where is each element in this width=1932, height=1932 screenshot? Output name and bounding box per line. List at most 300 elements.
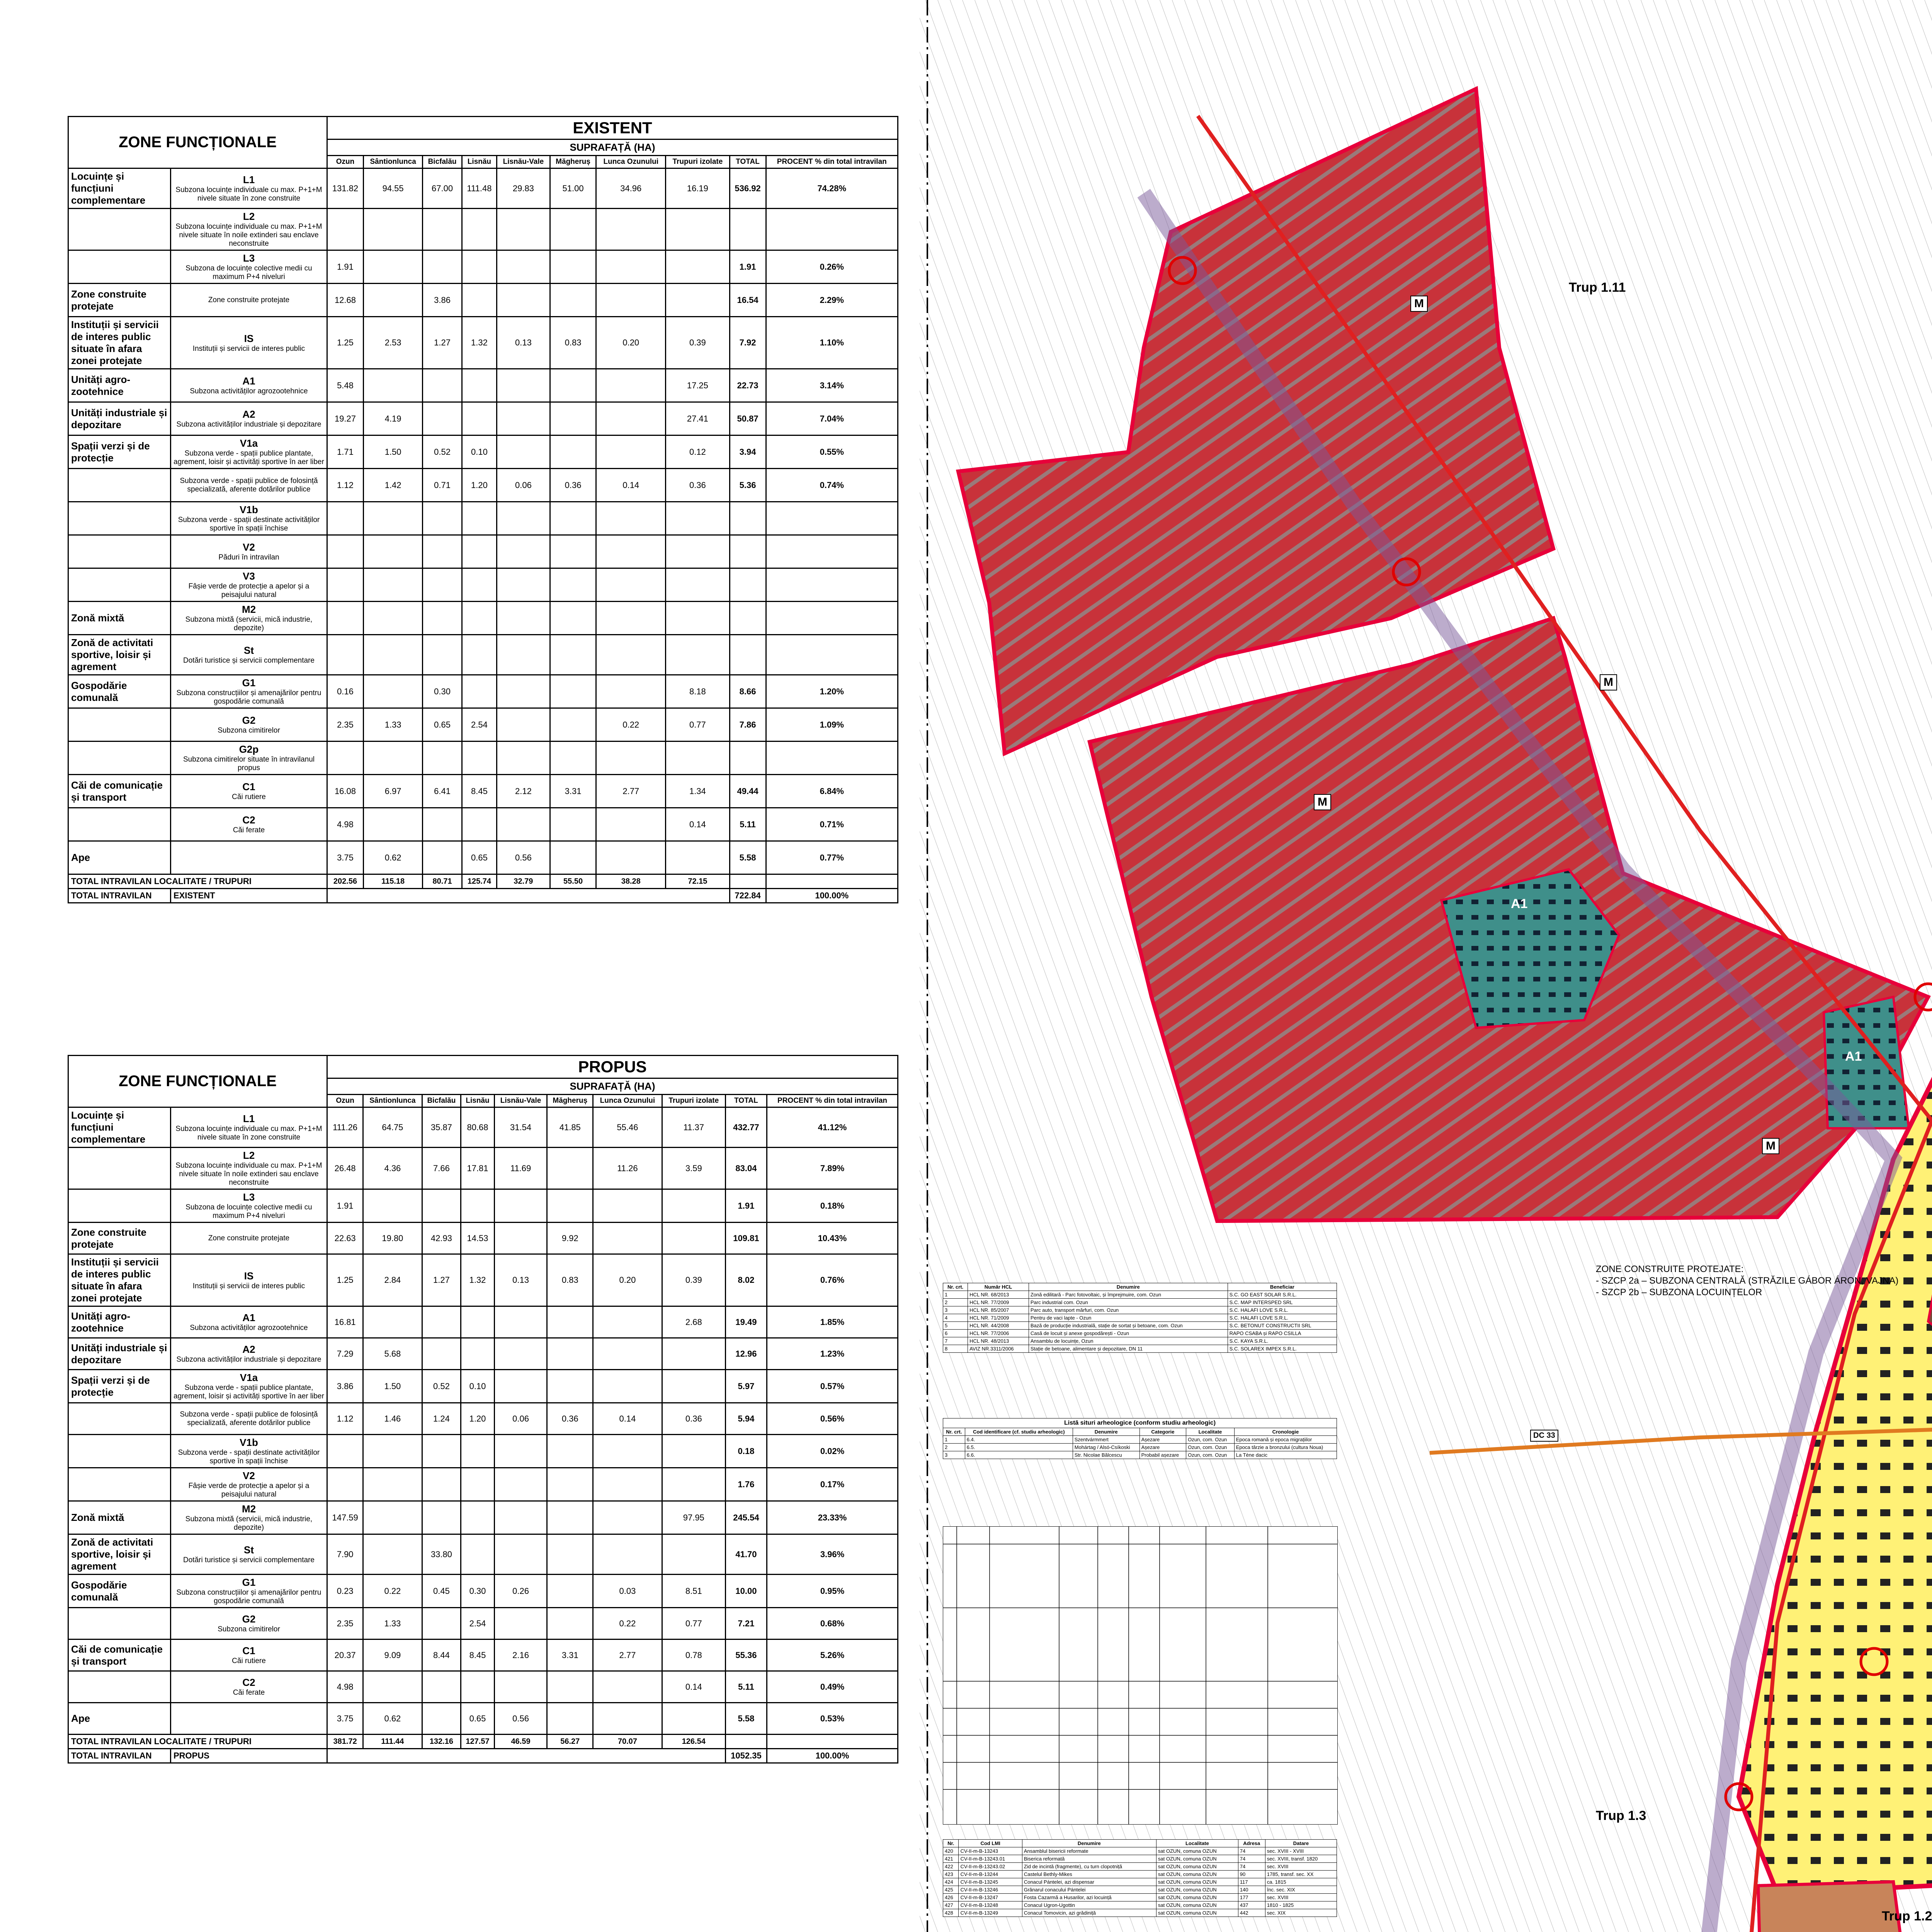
cell-value: 67.00 <box>423 168 462 209</box>
cell-value: 0.74% <box>766 469 898 502</box>
cell-value: 7.86 <box>730 708 766 742</box>
cell-value: 1.10% <box>766 317 898 369</box>
cell-value <box>593 1501 662 1534</box>
cell-value <box>327 1435 363 1468</box>
cell-value <box>461 1306 494 1338</box>
cell-value <box>363 808 422 841</box>
cell-value <box>494 1189 547 1223</box>
cell-value <box>550 708 596 742</box>
cell-value: 2.12 <box>497 775 550 808</box>
cell-value <box>494 1501 547 1534</box>
cell-value <box>363 250 422 284</box>
cell: RAPO CSABA și RAPO CSILLA <box>1228 1330 1337 1337</box>
zone-name: Locuințe și funcțiuni complementare <box>68 1107 171 1148</box>
cell-value <box>596 250 666 284</box>
cell-value <box>497 742 550 775</box>
cell: Ozun, com. Ozun <box>1186 1436 1235 1444</box>
zone-name <box>68 808 171 841</box>
cell: CV-II-m-B-13244 <box>959 1871 1022 1878</box>
col-header: Bicfalău <box>423 156 462 168</box>
table-row <box>68 502 898 535</box>
cell-value <box>730 502 766 535</box>
col-zone-header: ZONE FUNCȚIONALE <box>68 1056 327 1107</box>
cell-value <box>363 502 422 535</box>
table-row <box>68 535 898 568</box>
cell-value <box>497 502 550 535</box>
cell-value: 16.19 <box>666 168 730 209</box>
cell-value: 0.13 <box>497 317 550 369</box>
zone-name <box>68 1403 171 1435</box>
cell-value <box>461 1189 494 1223</box>
cell: Castelul Bethly-Mikes <box>1022 1871 1156 1878</box>
zone-name: Ape <box>68 1703 171 1735</box>
cell-value <box>363 742 422 775</box>
total-value: 132.16 <box>422 1735 461 1749</box>
cell-value: 1.25 <box>327 317 364 369</box>
cell-value <box>666 535 730 568</box>
cell-value: 0.83 <box>550 317 596 369</box>
cell-value: 0.26% <box>766 250 898 284</box>
col-header: Bicfalău <box>422 1095 461 1107</box>
cell-value: 1.20 <box>461 1403 494 1435</box>
cell-value <box>462 742 497 775</box>
cell-value <box>662 1189 725 1223</box>
zone-name: Instituții și servicii de interes public situate în afara zonei protejate <box>68 1254 171 1306</box>
table-row <box>68 168 898 209</box>
cell-value: 1.09% <box>766 708 898 742</box>
cell: sat OZUN, comuna OZUN <box>1156 1863 1238 1871</box>
total-value <box>730 874 766 889</box>
cell-value <box>550 402 596 435</box>
table-row <box>68 209 898 250</box>
zone-desc: Subzona verde - spații publice de folosință specializată, aferente dotărilor publice <box>180 1410 318 1427</box>
cell-value <box>550 535 596 568</box>
total-value <box>766 874 898 889</box>
cell-value <box>422 1671 461 1703</box>
cell: ca. 1815 <box>1265 1878 1337 1886</box>
cell-value <box>596 284 666 317</box>
zone-desc: Subzona activităților industriale și depozitare <box>176 1355 321 1364</box>
cell-value <box>596 502 666 535</box>
cell-value <box>462 502 497 535</box>
cell-value: 0.14 <box>666 808 730 841</box>
cell-value: 7.04% <box>766 402 898 435</box>
cell-value <box>666 502 730 535</box>
cell-value <box>461 1338 494 1370</box>
cell-value: 7.66 <box>422 1148 461 1189</box>
cell-value <box>497 535 550 568</box>
zone-code: M2 <box>242 1503 256 1515</box>
cell-value <box>494 1534 547 1575</box>
table-row <box>68 1501 898 1534</box>
zone-code: G2p <box>239 743 259 755</box>
lmi-table <box>943 1839 1337 1917</box>
zone-sub <box>171 1403 327 1435</box>
cell-value <box>596 635 666 675</box>
cell: sec. XVIII, transf. 1820 <box>1265 1855 1337 1863</box>
table-row <box>68 1468 898 1501</box>
cell-value <box>461 1534 494 1575</box>
cell-value <box>550 635 596 675</box>
cell-value <box>422 1608 461 1639</box>
cell-value: 1.91 <box>730 250 766 284</box>
cell-value <box>547 1703 593 1735</box>
zone-name <box>68 502 171 535</box>
cell-value: 2.35 <box>327 1608 363 1639</box>
cell: CV-II-m-B-13246 <box>959 1886 1022 1894</box>
zone-name: Instituții și servicii de interes public situate în afara zonei protejate <box>68 317 171 369</box>
cell-value: 1.23% <box>767 1338 898 1370</box>
cell-value: 8.45 <box>461 1639 494 1671</box>
zone-code: L3 <box>243 252 255 264</box>
cell-value: 0.83 <box>547 1254 593 1306</box>
table-row <box>68 435 898 469</box>
cell-value <box>547 1148 593 1189</box>
cell-value: 111.48 <box>462 168 497 209</box>
col-header: Beneficiar <box>1228 1283 1337 1291</box>
table-row <box>68 1338 898 1370</box>
table-row <box>68 742 898 775</box>
grand-total-spacer <box>327 889 730 903</box>
cell-value <box>494 1435 547 1468</box>
zone-sub <box>171 675 327 708</box>
cell-value: 4.98 <box>327 808 364 841</box>
cell-value <box>662 1534 725 1575</box>
cell-value: 14.53 <box>461 1223 494 1254</box>
table-row <box>68 250 898 284</box>
zone-desc: Subzona locuințe individuale cu max. P+1+M nivele situate în noile extinderi sau enclave neconstruite <box>175 1162 322 1187</box>
grand-total-pct: 100.00% <box>767 1749 898 1763</box>
cell-value: 11.69 <box>494 1148 547 1189</box>
zone-desc: Păduri în intravilan <box>218 553 279 561</box>
cell-value <box>766 535 898 568</box>
zone-desc: Subzona locuințe individuale cu max. P+1+M nivele situate în noile extinderi sau enclave neconstruite <box>175 223 322 248</box>
cell-value <box>363 284 422 317</box>
cell: 428 <box>943 1909 959 1917</box>
zone-code: V1b <box>240 504 258 515</box>
zone-desc: Subzona cimitirelor situate în intravilanul propus <box>183 755 315 772</box>
zone-sub <box>171 1501 327 1534</box>
grand-total-group: EXISTENT <box>171 889 327 903</box>
zone-sub <box>171 1370 327 1403</box>
map-code-m-4: M <box>1762 1138 1779 1154</box>
cell: HCL NR. 85/2007 <box>968 1306 1029 1314</box>
cell-value: 2.29% <box>766 284 898 317</box>
cell-value: 2.16 <box>494 1639 547 1671</box>
cell-value <box>593 1189 662 1223</box>
cell-value: 4.98 <box>327 1671 363 1703</box>
grand-total-value: 1052.35 <box>725 1749 767 1763</box>
zone-sub <box>171 502 327 535</box>
table-row <box>68 1370 898 1403</box>
zone-desc: Subzona verde - spații publice plantate, agrement, loisir și activități sportive în aer liber <box>173 1384 324 1400</box>
cell-value: 3.31 <box>547 1639 593 1671</box>
cell-value: 1.25 <box>327 1254 363 1306</box>
col-header: TOTAL <box>725 1095 767 1107</box>
zone-desc: Subzona de locuințe colective medii cu maximum P+4 niveluri <box>185 264 312 281</box>
cell-value: 1.50 <box>363 1370 422 1403</box>
col-header: Denumire <box>1073 1428 1139 1436</box>
zone-code: C2 <box>242 1677 255 1688</box>
cell: sat OZUN, comuna OZUN <box>1156 1886 1238 1894</box>
table-row <box>68 402 898 435</box>
cell-value: 0.65 <box>423 708 462 742</box>
cell-value: 1.20% <box>766 675 898 708</box>
cell: sat OZUN, comuna OZUN <box>1156 1901 1238 1909</box>
zone-code: IS <box>244 1270 254 1282</box>
protected-zones-item-1: - SZCP 2a – SUBZONA CENTRALĂ (STRĂZILE GÁBOR ÁRON, VAJNA) <box>1596 1276 1899 1286</box>
cell: sat OZUN, comuna OZUN <box>1156 1909 1238 1917</box>
zone-code: St <box>244 1544 254 1556</box>
cell-value: 0.68% <box>767 1608 898 1639</box>
cell-value <box>497 602 550 635</box>
zone-code: V3 <box>243 570 255 582</box>
zone-desc: Subzona de locuințe colective medii cu maximum P+4 niveluri <box>185 1203 312 1220</box>
cell-value: 1.76 <box>725 1468 767 1501</box>
cell: CV-II-m-B-13243 <box>959 1847 1022 1855</box>
cell-value: 5.58 <box>730 841 766 874</box>
cell-value: 22.63 <box>327 1223 363 1254</box>
zone-sub <box>171 535 327 568</box>
zone-desc: Dotări turistice și servicii complementare <box>183 1556 315 1564</box>
grand-total-group: PROPUS <box>171 1749 327 1763</box>
cell-value: 0.12 <box>666 435 730 469</box>
cell-value <box>363 1306 422 1338</box>
col-header: Adresa <box>1238 1840 1265 1847</box>
cell: CV-II-m-B-13249 <box>959 1909 1022 1917</box>
cell-value: 1.32 <box>462 317 497 369</box>
cell-value <box>596 209 666 250</box>
cell-value <box>422 1435 461 1468</box>
table-row <box>68 1575 898 1608</box>
col-header: Datare <box>1265 1840 1337 1847</box>
col-header: Sântionlunca <box>363 156 422 168</box>
table-row <box>943 1847 1337 1855</box>
cell-value <box>363 369 422 402</box>
cell: 8 <box>943 1345 968 1353</box>
cell-value <box>494 1608 547 1639</box>
col-header: PROCENT % din total intravilan <box>767 1095 898 1107</box>
zone-name <box>68 1608 171 1639</box>
cell: 437 <box>1238 1901 1265 1909</box>
zone-code: L1 <box>243 1113 255 1124</box>
cell-value: 29.83 <box>497 168 550 209</box>
cell-value <box>462 250 497 284</box>
zone-desc: Subzona verde - spații destinate activităților sportive în spații închise <box>178 516 320 532</box>
cell-value <box>462 568 497 602</box>
cell: 442 <box>1238 1909 1265 1917</box>
total-value: 381.72 <box>327 1735 363 1749</box>
cell: Biserica reformată <box>1022 1855 1156 1863</box>
cell-value: 109.81 <box>725 1223 767 1254</box>
arheo-table <box>943 1418 1337 1459</box>
cell-value: 5.11 <box>730 808 766 841</box>
cell-value: 0.13 <box>494 1254 547 1306</box>
cell-value: 4.36 <box>363 1148 422 1189</box>
cell: Str. Nicolae Bălcescu <box>1073 1451 1139 1459</box>
group-header: PROPUS <box>327 1056 898 1078</box>
cell: sec. XIX <box>1265 1909 1337 1917</box>
zone-name: Zone construite protejate <box>68 284 171 317</box>
cell-value: 536.92 <box>730 168 766 209</box>
cell: Casă de locuit și anexe gospodărești - Ozun <box>1029 1330 1228 1337</box>
cell-value: 0.10 <box>462 435 497 469</box>
cell: sec. XVIII <box>1265 1863 1337 1871</box>
cell-value: 1.33 <box>363 708 422 742</box>
col-header: Lisnău-Vale <box>497 156 550 168</box>
cell-value <box>462 635 497 675</box>
zone-desc: Dotări turistice și servicii complementare <box>183 656 315 665</box>
cell-value <box>550 602 596 635</box>
cell: HCL NR. 77/2009 <box>968 1299 1029 1306</box>
cell-value: 0.18% <box>767 1189 898 1223</box>
cell: HCL NR. 44/2008 <box>968 1322 1029 1330</box>
cell-value: 1.24 <box>422 1403 461 1435</box>
cell: 74 <box>1238 1855 1265 1863</box>
cell-value: 8.44 <box>422 1639 461 1671</box>
zone-name <box>68 1435 171 1468</box>
zone-sub <box>171 209 327 250</box>
table-row <box>68 1435 898 1468</box>
col-header: Cod identificare (cf. studiu arheologic) <box>965 1428 1073 1436</box>
cell-value: 31.54 <box>494 1107 547 1148</box>
cell-value: 0.30 <box>423 675 462 708</box>
cell-value: 7.90 <box>327 1534 363 1575</box>
cell: Stație de betoane, alimentare și depozitare, DN 11 <box>1029 1345 1228 1353</box>
cell-value <box>422 1501 461 1534</box>
cell-value <box>497 675 550 708</box>
cell-value <box>662 1223 725 1254</box>
zone-name: Gospodărie comunală <box>68 1575 171 1608</box>
cell: sat OZUN, comuna OZUN <box>1156 1871 1238 1878</box>
cell-value <box>766 209 898 250</box>
cell: sat OZUN, comuna OZUN <box>1156 1894 1238 1901</box>
cell-value <box>363 1468 422 1501</box>
cell-value: 8.45 <box>462 775 497 808</box>
zone-sub <box>171 1468 327 1501</box>
cell-value: 0.71% <box>766 808 898 841</box>
cell: 1 <box>943 1436 965 1444</box>
cell-value: 432.77 <box>725 1107 767 1148</box>
cell-value: 0.62 <box>363 841 422 874</box>
zone-code: M2 <box>242 604 256 615</box>
col-header: Lisnău <box>461 1095 494 1107</box>
cell-value: 8.66 <box>730 675 766 708</box>
cell-value <box>461 1671 494 1703</box>
cell-value <box>550 675 596 708</box>
zone-desc: Subzona locuințe individuale cu max. P+1+M nivele situate în zone construite <box>175 1125 322 1141</box>
cell-value <box>547 1468 593 1501</box>
table-row <box>68 369 898 402</box>
cell: S.C. KAYA S.R.L. <box>1228 1337 1337 1345</box>
zone-desc: Subzona locuințe individuale cu max. P+1+M nivele situate în zone construite <box>175 186 322 202</box>
zone-name <box>68 742 171 775</box>
cell-value <box>596 675 666 708</box>
zone-desc: Zone construite protejate <box>208 296 290 304</box>
cell-value: 9.92 <box>547 1223 593 1254</box>
cell-value: 17.81 <box>461 1148 494 1189</box>
cell-value <box>462 369 497 402</box>
cell-value <box>494 1370 547 1403</box>
cell-value: 5.11 <box>725 1671 767 1703</box>
zone-name <box>68 1671 171 1703</box>
map-code-m-3: M <box>1314 794 1331 810</box>
cell: 2 <box>943 1444 965 1451</box>
zone-code: C1 <box>242 781 255 793</box>
zone-sub <box>171 1671 327 1703</box>
total-value: 111.44 <box>363 1735 422 1749</box>
table-row <box>943 1894 1337 1901</box>
cell-value: 2.54 <box>461 1608 494 1639</box>
cell: 1 <box>943 1291 968 1299</box>
zone-name <box>68 1148 171 1189</box>
cell-value <box>662 1370 725 1403</box>
cell-value: 19.80 <box>363 1223 422 1254</box>
grand-total-label: TOTAL INTRAVILAN <box>68 1749 171 1763</box>
zone-sub <box>171 1148 327 1189</box>
cell-value <box>666 602 730 635</box>
map-code-a1-1: A1 <box>1511 896 1528 911</box>
zone-code: V2 <box>243 1470 255 1481</box>
cell-value: 1.91 <box>725 1189 767 1223</box>
cell-value <box>423 209 462 250</box>
cell: S.C. GO EAST SOLAR S.R.L. <box>1228 1291 1337 1299</box>
table-row <box>943 1863 1337 1871</box>
zone-desc: Căi ferate <box>233 826 265 834</box>
zone-sub <box>171 1703 327 1735</box>
table-row <box>68 1534 898 1575</box>
table-row <box>943 1436 1337 1444</box>
cell-value <box>494 1306 547 1338</box>
zone-desc: Căi rutiere <box>232 793 266 801</box>
table-row <box>943 1330 1337 1337</box>
cell-value <box>593 1671 662 1703</box>
cell-value: 3.94 <box>730 435 766 469</box>
zone-code: A1 <box>242 1312 255 1323</box>
cell-value <box>422 1189 461 1223</box>
cell-value: 0.06 <box>497 469 550 502</box>
zone-name: Unități agro-zootehnice <box>68 369 171 402</box>
cell-value: 16.81 <box>327 1306 363 1338</box>
zone-g2-south[interactable] <box>1758 1882 1913 1932</box>
cell-value: 0.22 <box>593 1608 662 1639</box>
cell-value: 0.14 <box>662 1671 725 1703</box>
cell: 74 <box>1238 1847 1265 1855</box>
col-header: Nr. <box>943 1840 959 1847</box>
cell: 4 <box>943 1314 968 1322</box>
grand-total-pct: 100.00% <box>766 889 898 903</box>
cell-value <box>730 635 766 675</box>
cell-value: 0.95% <box>767 1575 898 1608</box>
cell-value: 0.03 <box>593 1575 662 1608</box>
protected-zones-item-2: - SZCP 2b – SUBZONA LOCUINȚELOR <box>1596 1287 1762 1298</box>
cell: 140 <box>1238 1886 1265 1894</box>
col-header: Ozun <box>327 1095 363 1107</box>
cell-value: 20.37 <box>327 1639 363 1671</box>
zone-code: V1b <box>240 1437 258 1448</box>
cell-value <box>593 1534 662 1575</box>
cell-value <box>596 742 666 775</box>
table-row <box>68 1254 898 1306</box>
cell: Grânarul conacului Pántelei <box>1022 1886 1156 1894</box>
cell-value: 6.84% <box>766 775 898 808</box>
zone-name: Zone construite protejate <box>68 1223 171 1254</box>
zone-code: L1 <box>243 174 255 185</box>
cell: S.C. BETONUT CONSTRUCTII SRL <box>1228 1322 1337 1330</box>
cell-value <box>596 808 666 841</box>
zone-name: Zonă mixtă <box>68 602 171 635</box>
cell-value: 0.26 <box>494 1575 547 1608</box>
